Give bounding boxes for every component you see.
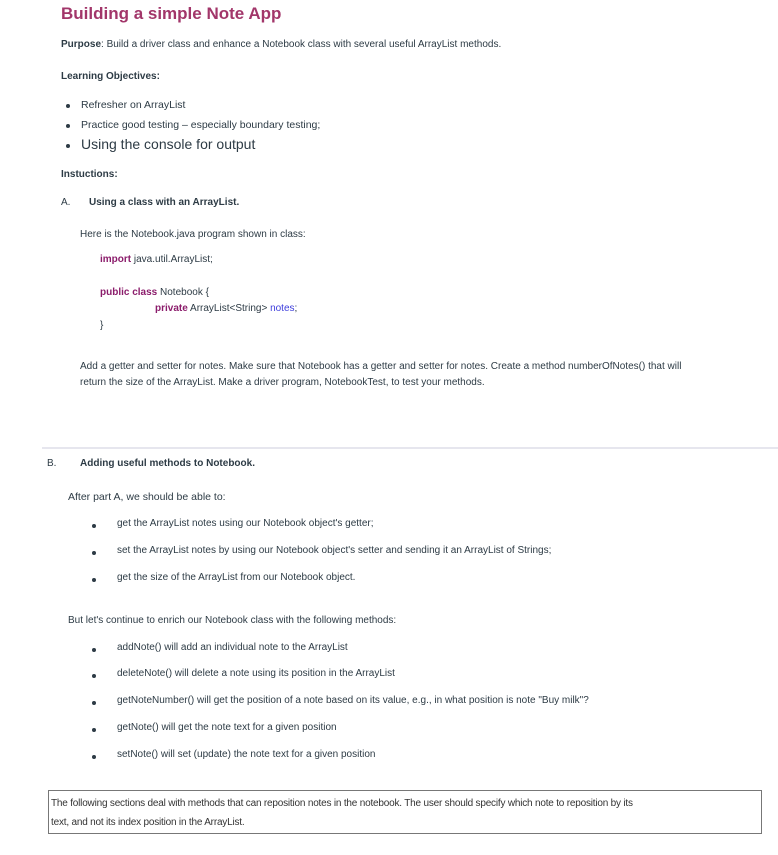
note-box-line: text, and not its index position in the ArrayList. bbox=[51, 817, 245, 828]
task-line: Add a getter and setter for notes. Make sure that Notebook has a getter and setter for notes. Create a method numberOfNotes() that will bbox=[80, 361, 682, 372]
task-line: return the size of the ArrayList. Make a driver program, NotebookTest, to test your methods. bbox=[80, 377, 485, 388]
code-keyword: import bbox=[100, 254, 132, 265]
section-a-heading: Using a class with an ArrayList. bbox=[89, 197, 240, 208]
objectives-heading: Learning Objectives: bbox=[61, 71, 160, 82]
note-box bbox=[48, 790, 762, 834]
method-item: getNote() will get the note text for a given position bbox=[117, 722, 337, 733]
bullet-icon bbox=[66, 124, 70, 128]
after-item: get the size of the ArrayList from our Notebook object. bbox=[117, 572, 356, 583]
code-keyword: private bbox=[155, 303, 188, 314]
method-item: getNoteNumber() will get the position of a note based on its value, e.g., in what position is note "Buy milk"? bbox=[117, 695, 589, 706]
code-text: ; bbox=[294, 303, 298, 314]
code-field-line bbox=[155, 302, 297, 316]
section-b-heading: Adding useful methods to Notebook. bbox=[80, 458, 255, 469]
bullet-icon bbox=[92, 524, 96, 528]
section-a-intro: Here is the Notebook.java program shown in class: bbox=[80, 229, 306, 240]
code-class-line bbox=[100, 286, 209, 300]
bullet-icon bbox=[92, 755, 96, 759]
code-close-line: } bbox=[100, 320, 104, 331]
purpose-text: : Build a driver class and enhance a Notebook class with several useful ArrayList methods. bbox=[101, 39, 502, 50]
section-a-marker: A. bbox=[61, 197, 71, 208]
purpose bbox=[61, 38, 501, 52]
after-item: set the ArrayList notes by using our Notebook object's setter and sending it an ArrayList of Strings; bbox=[117, 545, 552, 556]
note-box-line: The following sections deal with methods that can reposition notes in the notebook. The user should specify which note to reposition by its bbox=[51, 798, 633, 809]
code-import-line bbox=[100, 253, 213, 267]
objective-item: Practice good testing – especially boundary testing; bbox=[81, 119, 321, 131]
bullet-icon bbox=[92, 648, 96, 652]
purpose-label: Purpose bbox=[61, 39, 102, 50]
bullet-icon bbox=[92, 578, 96, 582]
method-item: addNote() will add an individual note to the ArrayList bbox=[117, 642, 348, 653]
objective-item: Refresher on ArrayList bbox=[81, 99, 186, 111]
method-item: setNote() will set (update) the note text for a given position bbox=[117, 749, 376, 760]
bullet-icon bbox=[66, 144, 70, 148]
bullet-icon bbox=[92, 674, 96, 678]
code-text: java.util.ArrayList; bbox=[131, 254, 213, 265]
bullet-icon bbox=[92, 701, 96, 705]
after-intro: After part A, we should be able to: bbox=[68, 491, 226, 503]
section-divider bbox=[42, 447, 778, 449]
instructions-heading: Instuctions: bbox=[61, 169, 118, 180]
after-item: get the ArrayList notes using our Notebook object's getter; bbox=[117, 518, 374, 529]
objective-item: Using the console for output bbox=[81, 136, 256, 152]
method-item: deleteNote() will delete a note using its position in the ArrayList bbox=[117, 668, 395, 679]
bullet-icon bbox=[66, 104, 70, 108]
bullet-icon bbox=[92, 551, 96, 555]
page-title: Building a simple Note App bbox=[61, 4, 282, 23]
continue-intro: But let's continue to enrich our Notebook class with the following methods: bbox=[68, 615, 397, 626]
bullet-icon bbox=[92, 728, 96, 732]
section-b-marker: B. bbox=[47, 458, 57, 469]
code-keyword: public class bbox=[100, 287, 158, 298]
code-text: ArrayList<String> bbox=[187, 303, 271, 314]
code-text: Notebook { bbox=[157, 287, 209, 298]
code-variable: notes bbox=[270, 303, 295, 314]
